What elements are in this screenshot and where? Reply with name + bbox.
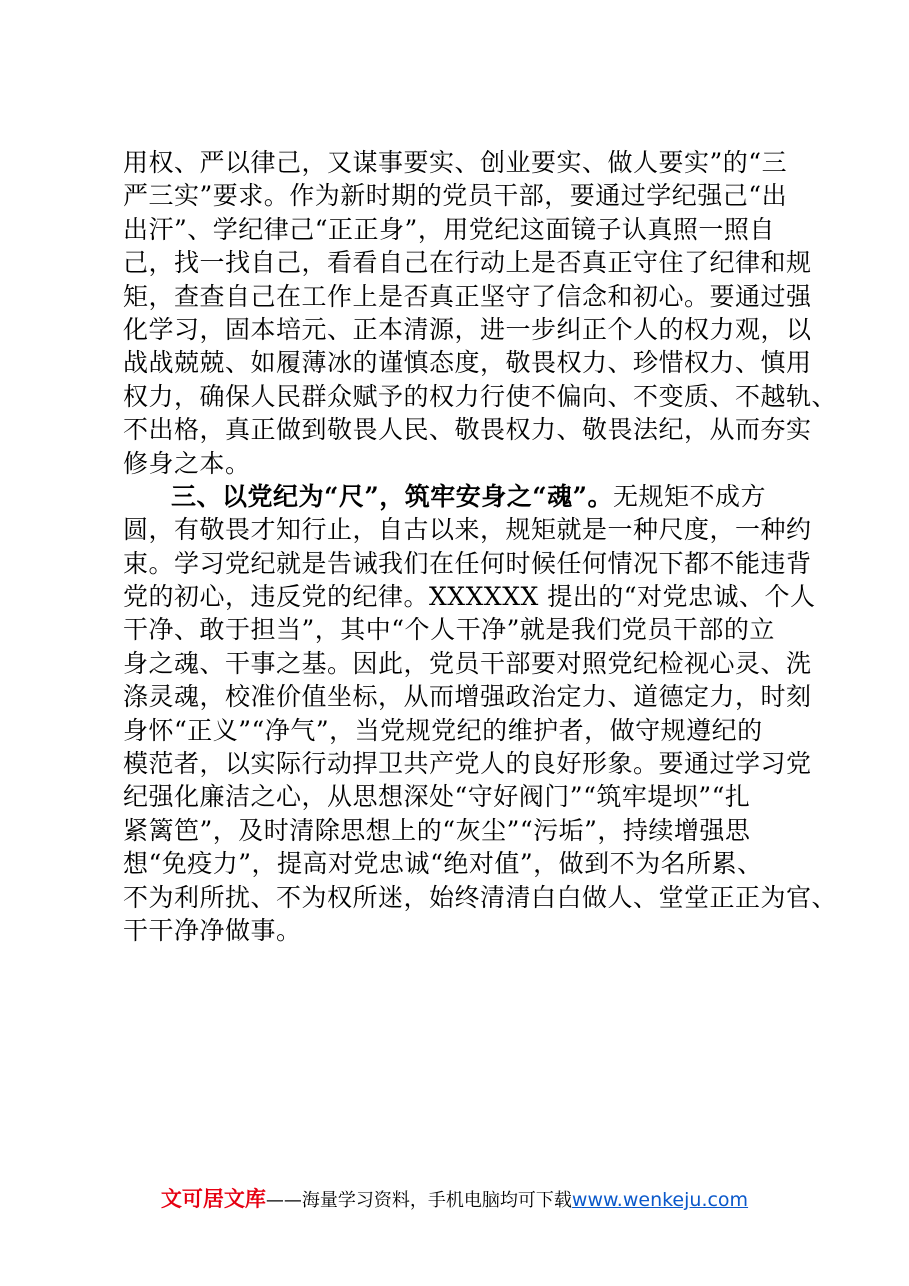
- text-line: 战战兢兢、如履薄冰的谨慎态度，敬畏权力、珍惜权力、慎用: [123, 348, 812, 378]
- document-body: [123, 146, 838, 947]
- text-line: 不出格，真正做到敬畏人民、敬畏权力、敬畏法纪，从而夯实: [123, 415, 812, 445]
- text-line: 严三实”要求。作为新时期的党员干部，要通过学纪强己“出: [123, 181, 788, 211]
- text-line: 党的初心，违反党的纪律。XXXXXX 提出的“对党忠诚、个人: [123, 582, 816, 612]
- text-line: 干干净净做事。: [123, 915, 302, 945]
- page-footer: [0, 1183, 909, 1213]
- text-line: 出汗”、学纪律己“正正身”，用党纪这面镜子认真照一照自: [123, 214, 775, 244]
- text-line: 身怀“正义”“净气”，当党规党纪的维护者，做守规遵纪的: [123, 715, 763, 745]
- text-line: 用权、严以律己，又谋事要实、创业要实、做人要实”的“三: [123, 148, 788, 177]
- paragraph-first-line: [123, 480, 813, 513]
- footer-link[interactable]: www.wenkeju.com: [571, 1189, 749, 1211]
- paragraph-2: [123, 480, 838, 947]
- text-line: 束。学习党纪就是告诫我们在任何时候任何情况下都不能违背: [123, 548, 812, 578]
- text-line: 模范者，以实际行动捍卫共产党人的良好形象。要通过学习党: [123, 749, 812, 779]
- text-line: 干净、敢于担当”，其中“个人干净”就是我们党员干部的立: [123, 615, 775, 645]
- text-line: 不为利所扰、不为权所迷，始终清清白白做人、堂堂正正为官、: [123, 882, 838, 912]
- footer-brand: 文可居文库: [160, 1187, 266, 1211]
- section-heading: 三、以党纪为“尺”，筑牢安身之“魂”。: [171, 481, 614, 511]
- text-line: 纪强化廉洁之心，从思想深处“守好阀门”“筑牢堤坝”“扎: [123, 782, 751, 812]
- text-line: 想“免疫力”，提高对党忠诚“绝对值”，做到不为名所累、: [123, 849, 763, 879]
- text-line: 己，找一找自己，看看自己在行动上是否真正守住了纪律和规: [123, 248, 812, 278]
- text-line: 矩，查查自己在工作上是否真正坚守了信念和初心。要通过强: [123, 281, 812, 311]
- text-line: 修身之本。: [123, 448, 251, 478]
- text-line: 涤灵魂，校准价值坐标，从而增强政治定力、道德定力，时刻: [123, 682, 812, 712]
- text-line: 身之魂、干事之基。因此，党员干部要对照党纪检视心灵、洗: [123, 648, 812, 678]
- text-line: 权力，确保人民群众赋予的权力行使不偏向、不变质、不越轨、: [123, 381, 838, 411]
- footer-tagline: ——海量学习资料，手机电脑均可下载: [265, 1190, 572, 1211]
- paragraph-1: [123, 146, 838, 480]
- text-line: 圆，有敬畏才知行止，自古以来，规矩就是一种尺度，一种约: [123, 515, 812, 545]
- text-line: 化学习，固本培元、正本清源，进一步纠正个人的权力观，以: [123, 314, 812, 344]
- first-line-text: 无规矩不成方: [613, 481, 767, 511]
- text-line: 紧篱笆”，及时清除思想上的“灰尘”“污垢”，持续增强思: [123, 815, 751, 845]
